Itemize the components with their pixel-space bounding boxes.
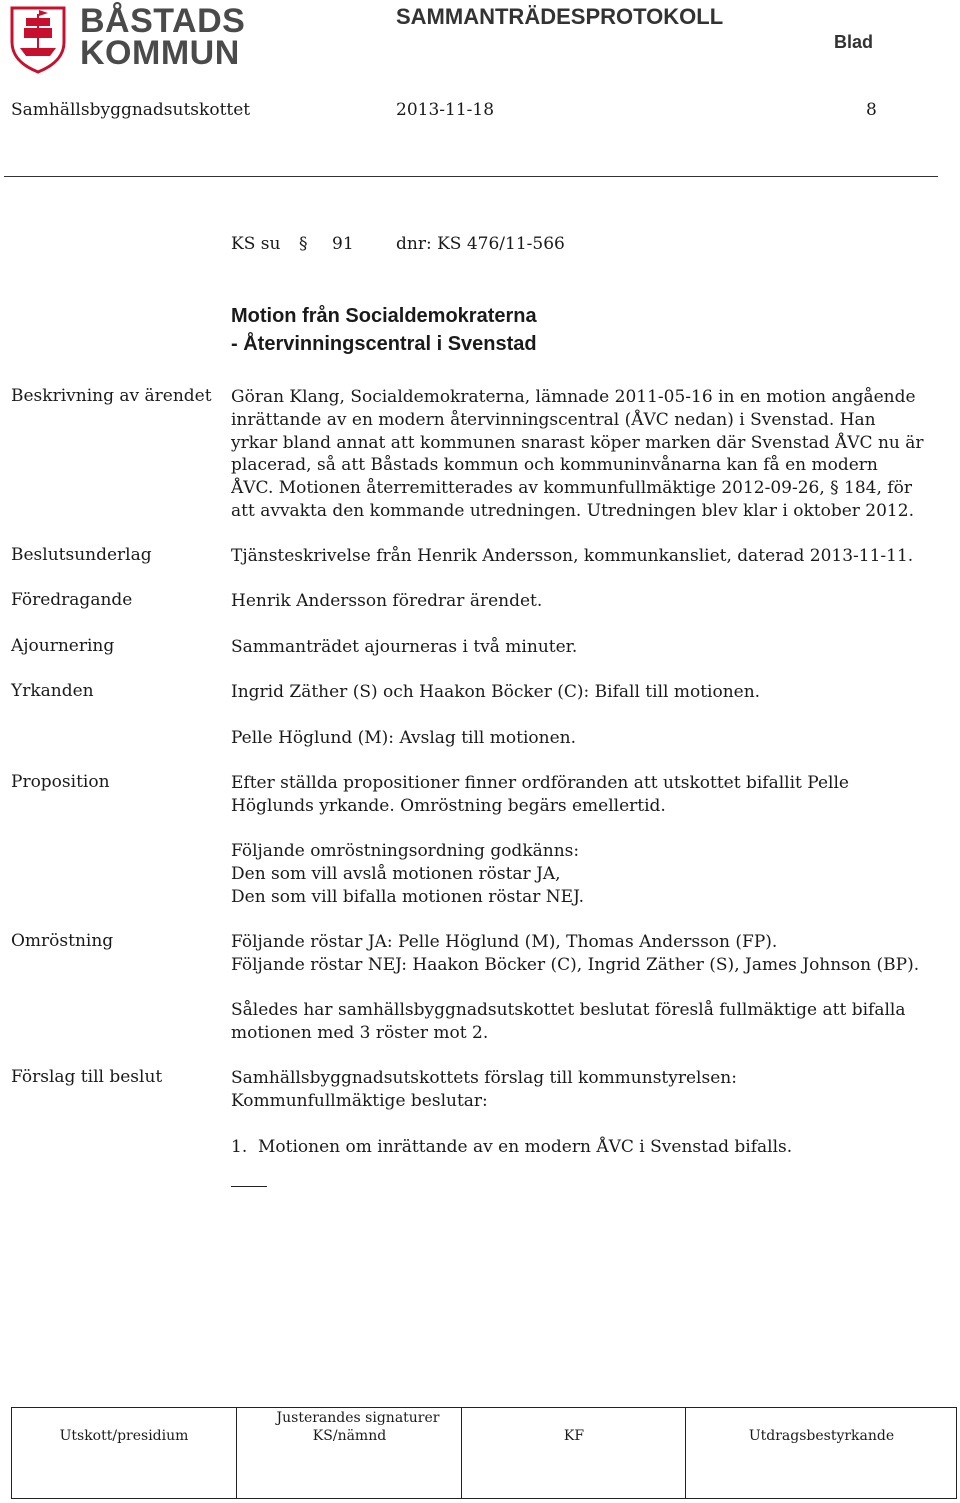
foredragande-text: Henrik Andersson föredrar ärendet. xyxy=(231,591,543,611)
proposition-text xyxy=(231,772,931,818)
coat-of-arms-icon xyxy=(8,4,68,74)
document-type: SAMMANTRÄDESPROTOKOLL xyxy=(396,4,724,29)
signature-label-kf: KF xyxy=(563,1428,585,1444)
signature-label-ks: KS/nämnd xyxy=(312,1428,387,1444)
text-line: Den som vill avslå motionen röstar JA, xyxy=(231,863,561,884)
decision-item xyxy=(231,1136,931,1159)
signature-cell-utskott xyxy=(12,1408,236,1498)
signature-cell-utdrag xyxy=(685,1408,957,1498)
label-forslag: Förslag till beslut xyxy=(11,1067,163,1087)
yrkanden-text-1: Ingrid Zäther (S) och Haakon Böcker (C): Bifall till motionen. xyxy=(231,682,761,702)
signature-table xyxy=(11,1407,957,1499)
yrkanden-text-2: Pelle Höglund (M): Avslag till motionen. xyxy=(231,728,576,748)
text-line: Följande röstar JA: Pelle Höglund (M), Thomas Andersson (FP). xyxy=(231,932,778,952)
text-line: Följande omröstningsordning godkänns: xyxy=(231,841,580,861)
text-line: Följande röstar NEJ: Haakon Böcker (C), Ingrid Zäther (S), James Johnson (BP). xyxy=(231,954,920,975)
ajournering-text: Sammanträdet ajourneras i två minuter. xyxy=(231,637,578,657)
text-line: Kommunfullmäktige beslutar: xyxy=(231,1090,488,1111)
signature-cell-kf xyxy=(461,1408,686,1498)
text-line: ÅVC. Motionen återremitterades av kommunfullmäktige 2012-09-26, § 184, för xyxy=(231,478,912,499)
text-line: Efter ställda propositioner finner ordföranden att utskottet bifallit Pelle xyxy=(231,773,849,793)
omrostningsordning-text xyxy=(231,840,931,908)
municipality-logo xyxy=(8,4,258,76)
label-foredragande: Föredragande xyxy=(11,590,133,610)
label-ajournering: Ajournering xyxy=(11,636,115,656)
signature-label-utskott: Utskott/presidium xyxy=(59,1428,189,1444)
decision-text: Motionen om inrättande av en modern ÅVC i Svenstad bifalls. xyxy=(258,1137,793,1157)
forslag-text xyxy=(231,1067,931,1113)
title-line-1: Motion från Socialdemokraterna xyxy=(231,305,537,327)
committee-name: Samhällsbyggnadsutskottet xyxy=(11,100,251,120)
text-line: att avvakta den kommande utredningen. Utredningen blev klar i oktober 2012. xyxy=(231,500,914,521)
page-number: 8 xyxy=(866,100,877,120)
decision-number: 1. xyxy=(231,1137,248,1157)
case-ks-su: KS su xyxy=(231,234,281,254)
meeting-date: 2013-11-18 xyxy=(396,100,495,120)
beslutsunderlag-text: Tjänsteskrivelse från Henrik Andersson, kommunkansliet, daterad 2013-11-11. xyxy=(231,546,914,566)
text-line: yrkar bland annat att kommunen snarast köper marken där Svenstad ÅVC nu är xyxy=(231,432,924,453)
label-beslutsunderlag: Beslutsunderlag xyxy=(11,545,152,565)
text-line: Den som vill bifalla motionen röstar NEJ. xyxy=(231,886,584,907)
text-line: Således har samhällsbyggnadsutskottet beslutat föreslå fullmäktige att bifalla xyxy=(231,1000,906,1020)
blad-label: Blad xyxy=(834,32,874,52)
text-line: placerad, så att Båstads kommun och kommuninvånarna kan få en modern xyxy=(231,455,878,476)
beskrivning-text xyxy=(231,386,931,523)
text-line: Höglunds yrkande. Omröstning begärs emellertid. xyxy=(231,795,666,816)
text-line: Samhällsbyggnadsutskottets förslag till kommunstyrelsen: xyxy=(231,1068,737,1088)
title-line-2: - Återvinningscentral i Svenstad xyxy=(231,333,537,355)
signature-cell-ks xyxy=(236,1408,462,1498)
section-number: 91 xyxy=(332,234,354,254)
logo-line-1: BÅSTADS xyxy=(80,2,246,40)
label-yrkanden: Yrkanden xyxy=(11,681,94,701)
signatures-label: Justerandes signaturer xyxy=(276,1410,440,1426)
label-omrostning: Omröstning xyxy=(11,931,114,951)
label-beskrivning: Beskrivning av ärendet xyxy=(11,386,212,406)
logo-line-2: KOMMUN xyxy=(80,34,240,72)
section-sign-icon: § xyxy=(299,234,308,254)
case-dnr: dnr: KS 476/11-566 xyxy=(396,234,565,254)
text-line: motionen med 3 röster mot 2. xyxy=(231,1022,489,1043)
label-proposition: Proposition xyxy=(11,772,110,792)
omrostning-text xyxy=(231,931,931,977)
text-line: inrättande av en modern återvinningscentral (ÅVC nedan) i Svenstad. Han xyxy=(231,409,876,430)
signature-label-utdrag: Utdragsbestyrkande xyxy=(748,1428,895,1444)
header-divider xyxy=(4,176,938,177)
text-line: Göran Klang, Socialdemokraterna, lämnade 2011-05-16 in en motion angående xyxy=(231,387,916,407)
motion-title xyxy=(231,302,537,358)
end-line xyxy=(231,1186,267,1187)
saledes-text xyxy=(231,999,931,1045)
